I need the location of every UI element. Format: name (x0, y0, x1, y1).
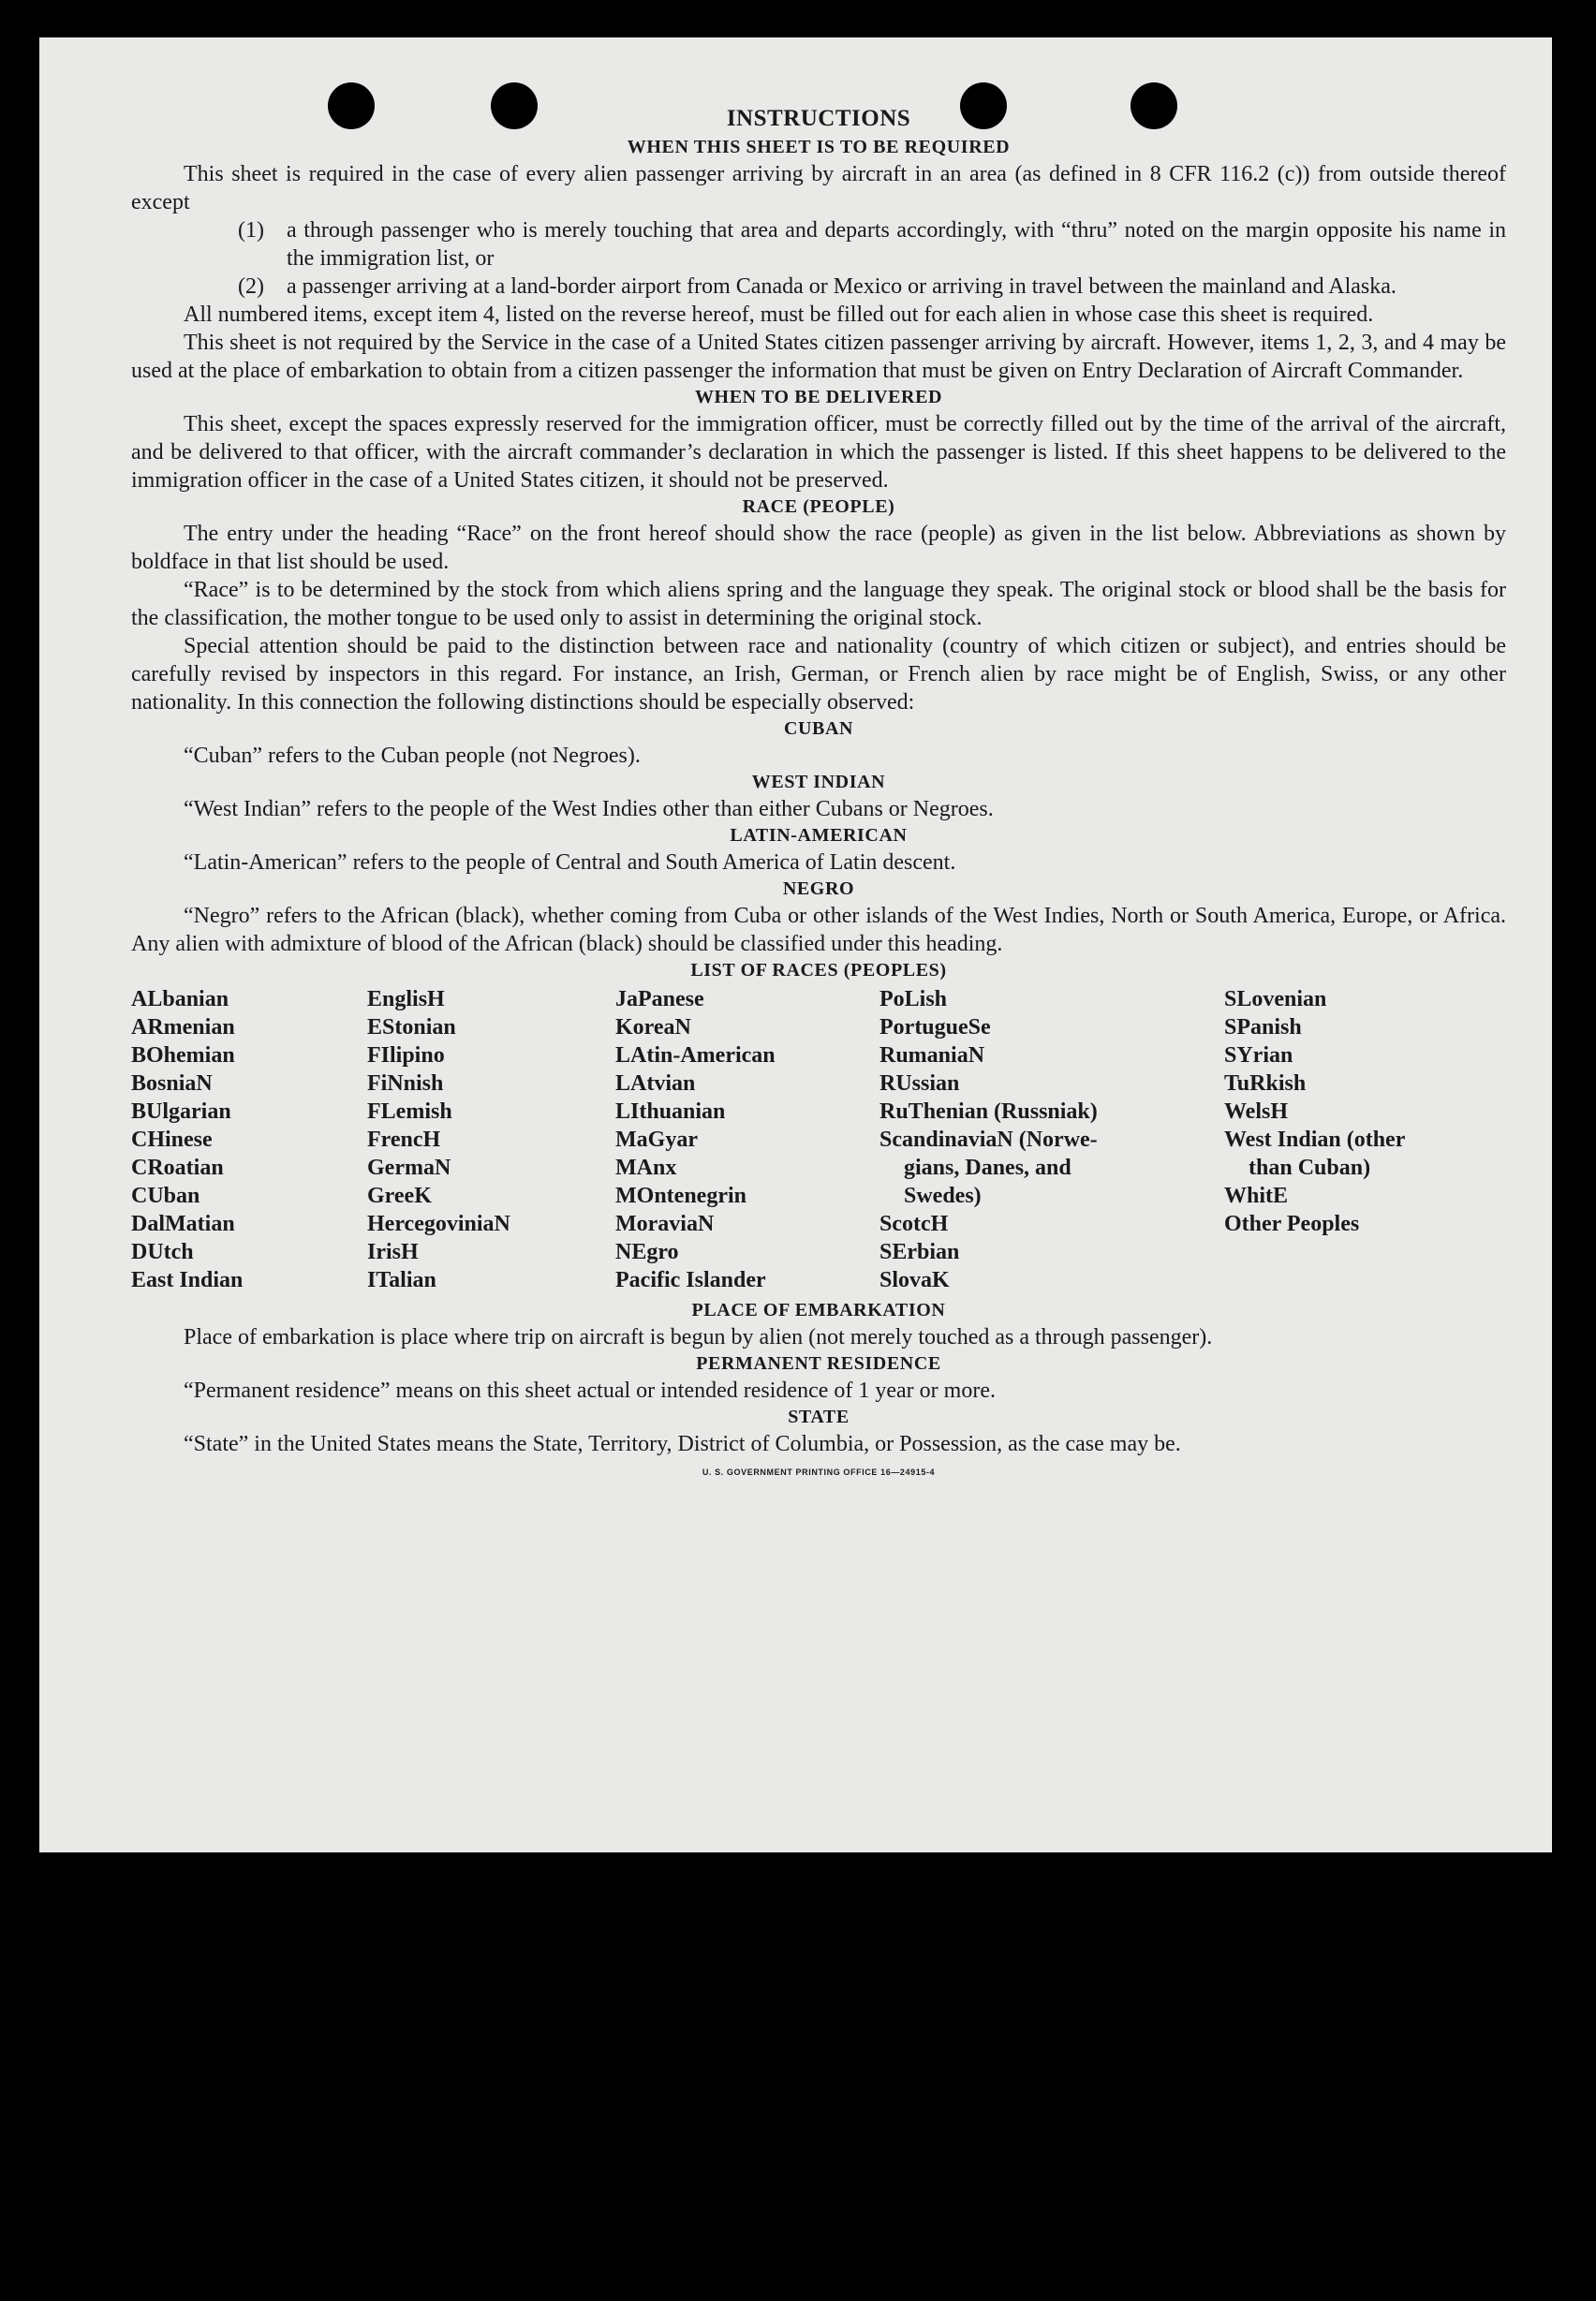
race-column (879, 985, 1224, 1294)
race-item: WhitE (1224, 1184, 1289, 1208)
race-item: FIlipino (367, 1043, 445, 1068)
section-heading-required: WHEN THIS SHEET IS TO BE REQUIRED (627, 137, 1011, 157)
distinction-heading: NEGRO (782, 878, 855, 899)
item-text: a through passenger who is merely touching that area and departs accordingly, with “thru” noted on the margin opposite his name in the immigration list, or (287, 218, 1506, 271)
race-item: MaGyar (615, 1128, 698, 1152)
residence-paragraph: “Permanent residence” means on this sheet actual or intended residence of 1 year or more. (184, 1379, 996, 1403)
race-item: ScotcH (879, 1212, 949, 1236)
race-item: SYrian (1224, 1043, 1293, 1068)
race-item: BosniaN (131, 1071, 213, 1096)
distinction-text: “West Indian” refers to the people of the West Indies other than either Cubans or Negroes. (184, 797, 994, 821)
race-item: KoreaN (615, 1015, 691, 1040)
race-item: EStonian (367, 1015, 456, 1040)
section-heading-residence: PERMANENT RESIDENCE (696, 1353, 941, 1374)
race-item: CRoatian (131, 1156, 224, 1180)
printing-office-imprint: U. S. GOVERNMENT PRINTING OFFICE 16—24915-4 (702, 1468, 936, 1477)
race-item: PortugueSe (879, 1015, 991, 1040)
race-item: RUssian (879, 1071, 960, 1096)
race-item: than Cuban) (1249, 1156, 1371, 1180)
race-item: PoLish (879, 987, 948, 1011)
race-list (131, 985, 1506, 1294)
race-column (367, 985, 615, 1294)
race-list-heading: LIST OF RACES (PEOPLES) (690, 960, 947, 981)
section-heading-embarkation: PLACE OF EMBARKATION (691, 1300, 946, 1320)
section-heading-race: RACE (PEOPLE) (742, 496, 895, 517)
race-item: LIthuanian (615, 1099, 726, 1124)
distinction-text: “Cuban” refers to the Cuban people (not Negroes). (184, 744, 641, 768)
race-item: BOhemian (131, 1043, 235, 1068)
distinction-heading: LATIN-AMERICAN (730, 825, 908, 846)
distinction-text: “Latin-American” refers to the people of Central and South America of Latin descent. (184, 850, 956, 875)
page-title: INSTRUCTIONS (726, 106, 911, 131)
race-item: West Indian (other (1224, 1128, 1406, 1152)
race-item: BUlgarian (131, 1099, 231, 1124)
race-item: FrencH (367, 1128, 441, 1152)
race-column (131, 985, 367, 1294)
race-item: HercegoviniaN (367, 1212, 510, 1236)
race-item: RumaniaN (879, 1043, 985, 1068)
distinction-heading: CUBAN (783, 718, 854, 739)
race-item: Pacific Islander (615, 1268, 766, 1292)
race-item: SErbian (879, 1240, 960, 1264)
race-item: Other Peoples (1224, 1212, 1360, 1236)
race-item: SlovaK (879, 1268, 950, 1292)
race-item: FLemish (367, 1099, 452, 1124)
race-item: East Indian (131, 1268, 244, 1292)
instructions-body (131, 105, 1506, 1477)
state-paragraph: “State” in the United States means the State, Territory, District of Columbia, or Possession, as the case may be. (184, 1432, 1181, 1456)
race-item: MAnx (615, 1156, 677, 1180)
race-paragraph: The entry under the heading “Race” on the front hereof should show the race (people) as given in the list below. Abbreviations as shown by boldface in that list should be used. (131, 522, 1506, 574)
exception-item (131, 216, 1506, 273)
race-item: WelsH (1224, 1099, 1289, 1124)
race-item: MOntenegrin (615, 1184, 746, 1208)
race-column (615, 985, 879, 1294)
race-item: SLovenian (1224, 987, 1327, 1011)
race-item: GermaN (367, 1156, 451, 1180)
race-item: TuRkish (1224, 1071, 1307, 1096)
race-item: ITalian (367, 1268, 436, 1292)
race-item: FiNnish (367, 1071, 444, 1096)
race-item: ARmenian (131, 1015, 235, 1040)
race-item: ALbanian (131, 987, 229, 1011)
embarkation-paragraph: Place of embarkation is place where trip on aircraft is begun by alien (not merely touched as a through passenger). (184, 1325, 1213, 1350)
document-page (39, 37, 1552, 1852)
race-item: SPanish (1224, 1015, 1302, 1040)
required-intro: This sheet is required in the case of every alien passenger arriving by aircraft in an area (as defined in 8 CFR 116.2 (c)) from outside thereof except (131, 162, 1506, 214)
item-text: a passenger arriving at a land-border airport from Canada or Mexico or arriving in travel between the mainland and Alaska. (287, 274, 1396, 299)
race-item: EnglisH (367, 987, 445, 1011)
race-item: JaPanese (615, 987, 704, 1011)
race-item: LAtin-American (615, 1043, 776, 1068)
distinction-text: “Negro” refers to the African (black), whether coming from Cuba or other islands of the West Indies, North or South America, Europe, or Africa. Any alien with admixture of blood of the African (black) should be classified under this heading. (131, 904, 1506, 956)
section-heading-delivered: WHEN TO BE DELIVERED (694, 387, 943, 407)
race-item: CUban (131, 1184, 200, 1208)
citizen-paragraph: This sheet is not required by the Service in the case of a United States citizen passenger arriving by aircraft. However, items 1, 2, 3, and 4 may be used at the place of embarkation to obtain from a citizen passenger the information that must be given on Entry Declaration of Aircraft Commander. (131, 331, 1506, 383)
race-column (1224, 985, 1505, 1294)
item-number: (1) (238, 218, 264, 243)
race-item: CHinese (131, 1128, 213, 1152)
required-paragraph: All numbered items, except item 4, listed on the reverse hereof, must be filled out for each alien in whose case this sheet is required. (184, 302, 1374, 327)
race-item: MoraviaN (615, 1212, 715, 1236)
section-heading-state: STATE (788, 1407, 850, 1427)
race-item: IrisH (367, 1240, 419, 1264)
race-item: GreeK (367, 1184, 432, 1208)
exception-item (131, 273, 1506, 301)
delivered-paragraph: This sheet, except the spaces expressly reserved for the immigration officer, must be correctly filled out by the time of the arrival of the aircraft, and be delivered to that officer, with the aircraft commander’s declaration in which the passenger is listed. If this sheet happens to be delivered to the immigration officer in the case of a United States citizen, it should not be preserved. (131, 412, 1506, 493)
distinction-heading: WEST INDIAN (751, 772, 886, 792)
race-item: DalMatian (131, 1212, 235, 1236)
race-item: gians, Danes, and (904, 1156, 1071, 1180)
race-item: ScandinaviaN (Norwe- (879, 1128, 1098, 1152)
race-item: DUtch (131, 1240, 194, 1264)
race-item: RuThenian (Russniak) (879, 1099, 1098, 1124)
race-item: NEgro (615, 1240, 679, 1264)
race-item: Swedes) (904, 1184, 982, 1208)
race-paragraph: Special attention should be paid to the distinction between race and nationality (country of which citizen or subject), and entries should be carefully revised by inspectors in this regard. For instance, an Irish, German, or French alien by race might be of English, Swiss, or any other nationality. In this connection the following distinctions should be especially observed: (131, 634, 1506, 715)
race-paragraph: “Race” is to be determined by the stock from which aliens spring and the language they speak. The original stock or blood shall be the basis for the classification, the mother tongue to be used only to assist in determining the original stock. (131, 578, 1506, 630)
race-item: LAtvian (615, 1071, 696, 1096)
item-number: (2) (238, 274, 264, 299)
